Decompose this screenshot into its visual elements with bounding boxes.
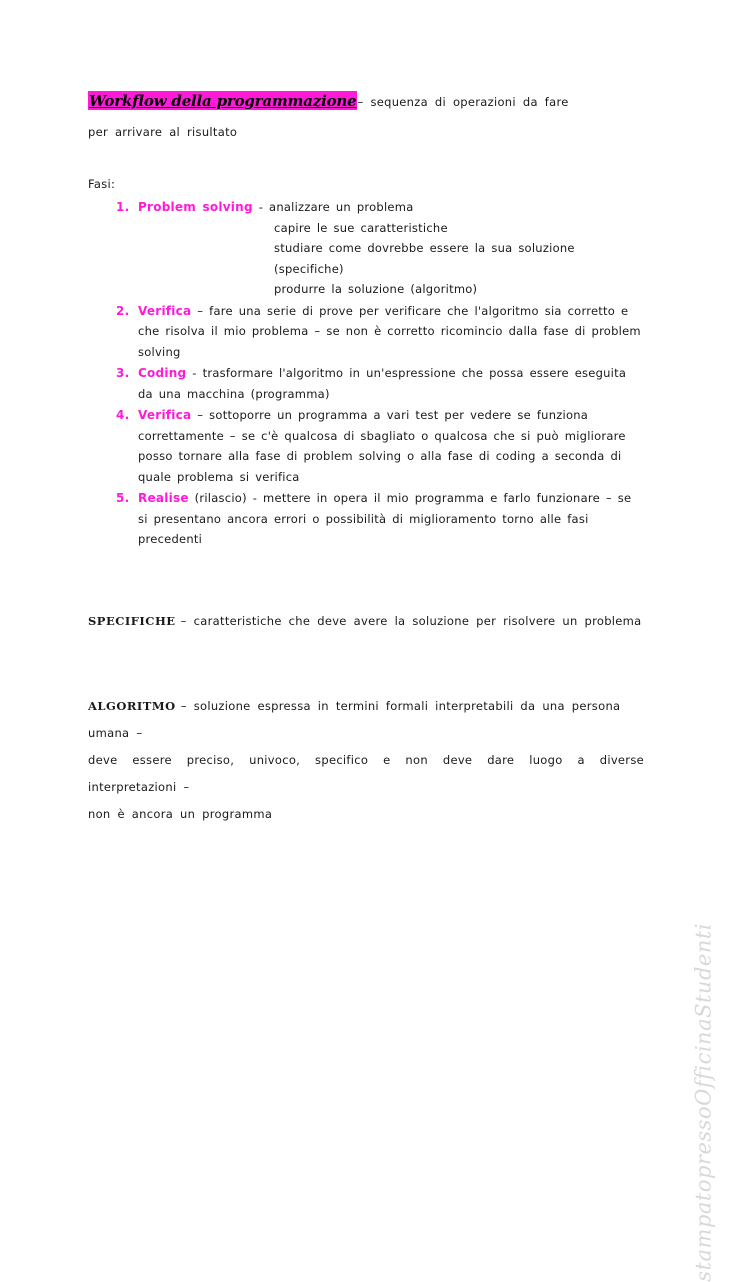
list-item-subline: produrre la soluzione (algoritmo) bbox=[274, 282, 478, 296]
section-specifiche bbox=[88, 608, 644, 635]
title-second-line: per arrivare al risultato bbox=[88, 125, 238, 139]
list-item bbox=[116, 301, 644, 363]
list-item-sublines bbox=[138, 218, 644, 300]
list-item-keyword: Verifica bbox=[138, 408, 192, 422]
document-title-line bbox=[88, 88, 644, 115]
list-item bbox=[116, 405, 644, 487]
title-subtitle: – sequenza di operazioni da fare bbox=[357, 95, 569, 109]
list-item-subline: studiare come dovrebbe essere la sua soluzione (specifiche) bbox=[274, 241, 575, 276]
list-item-text: fare una serie di prove per verificare che l'algoritmo sia corretto e che risolva il mio problema – se non è corretto ricomincio dalla fase di problem solving bbox=[138, 303, 641, 359]
list-item bbox=[116, 488, 644, 550]
section-heading: SPECIFICHE bbox=[88, 613, 176, 628]
fasi-label: Fasi: bbox=[88, 177, 116, 191]
list-item-number: 4. bbox=[116, 408, 130, 422]
section-algoritmo bbox=[88, 693, 644, 828]
section-body-line2: deve essere preciso, univoco, specifico e non deve dare luogo a diverse interpretazioni – bbox=[88, 752, 644, 794]
list-item-keyword: Problem solving bbox=[138, 200, 253, 214]
section-body: – caratteristiche che deve avere la soluzione per risolvere un problema bbox=[180, 613, 642, 628]
list-item bbox=[116, 197, 644, 300]
list-item-separator: - bbox=[192, 366, 197, 380]
list-item-keyword: Realise bbox=[138, 491, 189, 505]
list-item-number: 1. bbox=[116, 200, 130, 214]
list-item-keyword: Verifica bbox=[138, 303, 192, 318]
watermark: stampatopressoOfficinaStudenti bbox=[692, 923, 716, 1282]
phases-list bbox=[88, 197, 644, 550]
list-item-separator: – bbox=[197, 303, 204, 318]
page-title: Workflow della programmazione bbox=[89, 92, 357, 110]
list-item-number: 5. bbox=[116, 491, 130, 505]
list-item-text: analizzare un problema bbox=[269, 200, 414, 214]
list-item-separator: – bbox=[197, 408, 204, 422]
list-item-number: 2. bbox=[116, 303, 130, 318]
list-item-text: (rilascio) - mettere in opera il mio programma e farlo funzionare – se si presentano ancora errori o possibilità di miglioramento torno alle fasi precedenti bbox=[138, 491, 632, 546]
document-content bbox=[88, 88, 644, 828]
section-body-line3: non è ancora un programma bbox=[88, 806, 273, 821]
list-item-number: 3. bbox=[116, 366, 130, 380]
section-heading: ALGORITMO bbox=[88, 698, 176, 713]
list-item-keyword: Coding bbox=[138, 366, 187, 380]
list-item-text: trasformare l'algoritmo in un'espressione che possa essere eseguita da una macchina (programma) bbox=[138, 366, 627, 401]
list-item bbox=[116, 363, 644, 404]
list-item-text: sottoporre un programma a vari test per vedere se funziona correttamente – se c'è qualcosa di sbagliato o qualcosa che si può migliorare posso tornare alla fase di problem solving o alla fase di coding a seconda di quale problema si verifica bbox=[138, 408, 626, 484]
list-item-separator: - bbox=[258, 200, 264, 214]
section-body: – soluzione espressa in termini formali interpretabili da una persona umana – bbox=[88, 698, 621, 740]
list-item-subline: capire le sue caratteristiche bbox=[274, 220, 448, 235]
